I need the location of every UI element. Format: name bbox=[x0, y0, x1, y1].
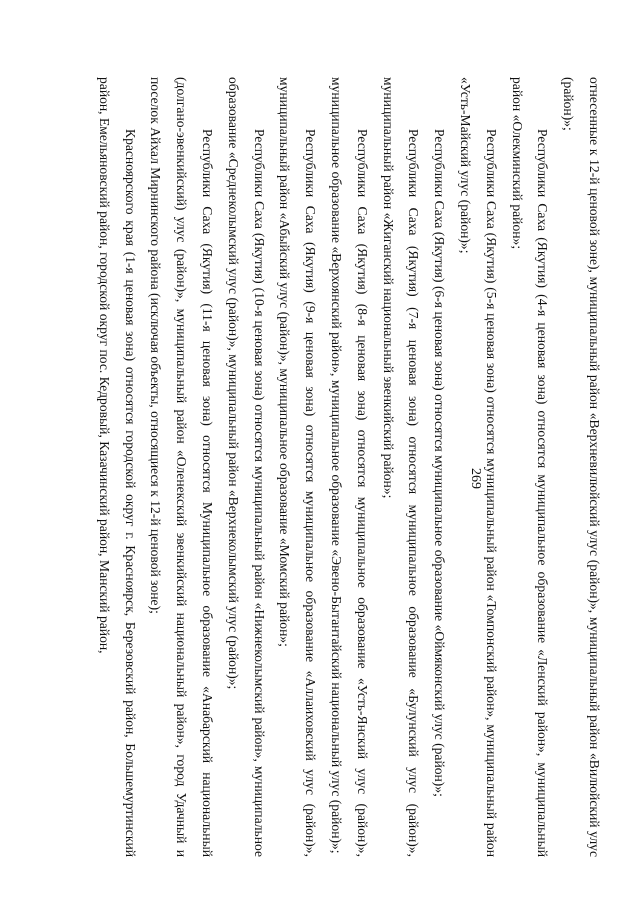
paragraph: Республики Саха (Якутия) (4-я ценовая зона) относятся муниципальное образование «Ленский район», муниципальный район «Олекминский район»; bbox=[509, 77, 551, 857]
paragraph: Красноярского края (1-я ценовая зона) относятся городской округ г. Красноярск, Березовский район, Большемуртинский район, Емельяновский район, городской округ пос. Кедровый, Казачинский район, Манский район, bbox=[96, 77, 138, 857]
paragraph: Республики Саха (Якутия) (5-я ценовая зона) относятся муниципальный район «Томпонский район», муниципальный район «Усть-Майский улус (район)»; bbox=[458, 77, 499, 857]
document-body bbox=[91, 77, 607, 857]
page-number: 269 bbox=[468, 468, 483, 489]
paragraph: Республики Саха (Якутия) (11-я ценовая зона) относятся Муниципальное образование «Анабарский национальный (долгано-эвенкийский) улус (район)», муниципальный район «Оленекский эвенкийский национальный район», город Удачный и поселок Айхал Мирнинского района (исключая объекты, относящиеся к 12-й ценовой зоне); bbox=[148, 77, 216, 857]
paragraph: Республики Саха (Якутия) (8-я ценовая зона) относятся муниципальное образование «Усть-Янский улус (район)», муниципальное образование «Верхоянский район», муниципальное образование «Эвено-Бытантайский национальный улус (район)»; bbox=[329, 77, 370, 857]
paragraph: Республики Саха (Якутия) (9-я ценовая зона) относятся муниципальное образование «Аллаиховский улус (район)», муниципальный район «Абыйский улус (район)», муниципальное образование «Момский район»; bbox=[277, 77, 319, 857]
paragraph: Республики Саха (Якутия) (7-я ценовая зона) относятся муниципальное образование «Булунский улус (район)», муниципальный район «Жиганский национальный эвенкийский район»; bbox=[380, 77, 422, 857]
paragraph: Республики Саха (Якутия) (6-я ценовая зона) относятся муниципальное образование «Оймяконский улус (район)»; bbox=[432, 129, 448, 797]
paragraph: отнесенные к 12-й ценовой зоне), муниципальный район «Верхневилюйский улус (район)», муниципальный район «Вилюйский улус (район)»; bbox=[561, 77, 602, 857]
paragraph: Республики Саха (Якутия) (10-я ценовая зона) относятся муниципальный район «Нижнеколымский район», муниципальное образование «Среднеколымский улус (район)», муниципальный район «Верхнеколымский улус (район)»; bbox=[225, 77, 267, 857]
